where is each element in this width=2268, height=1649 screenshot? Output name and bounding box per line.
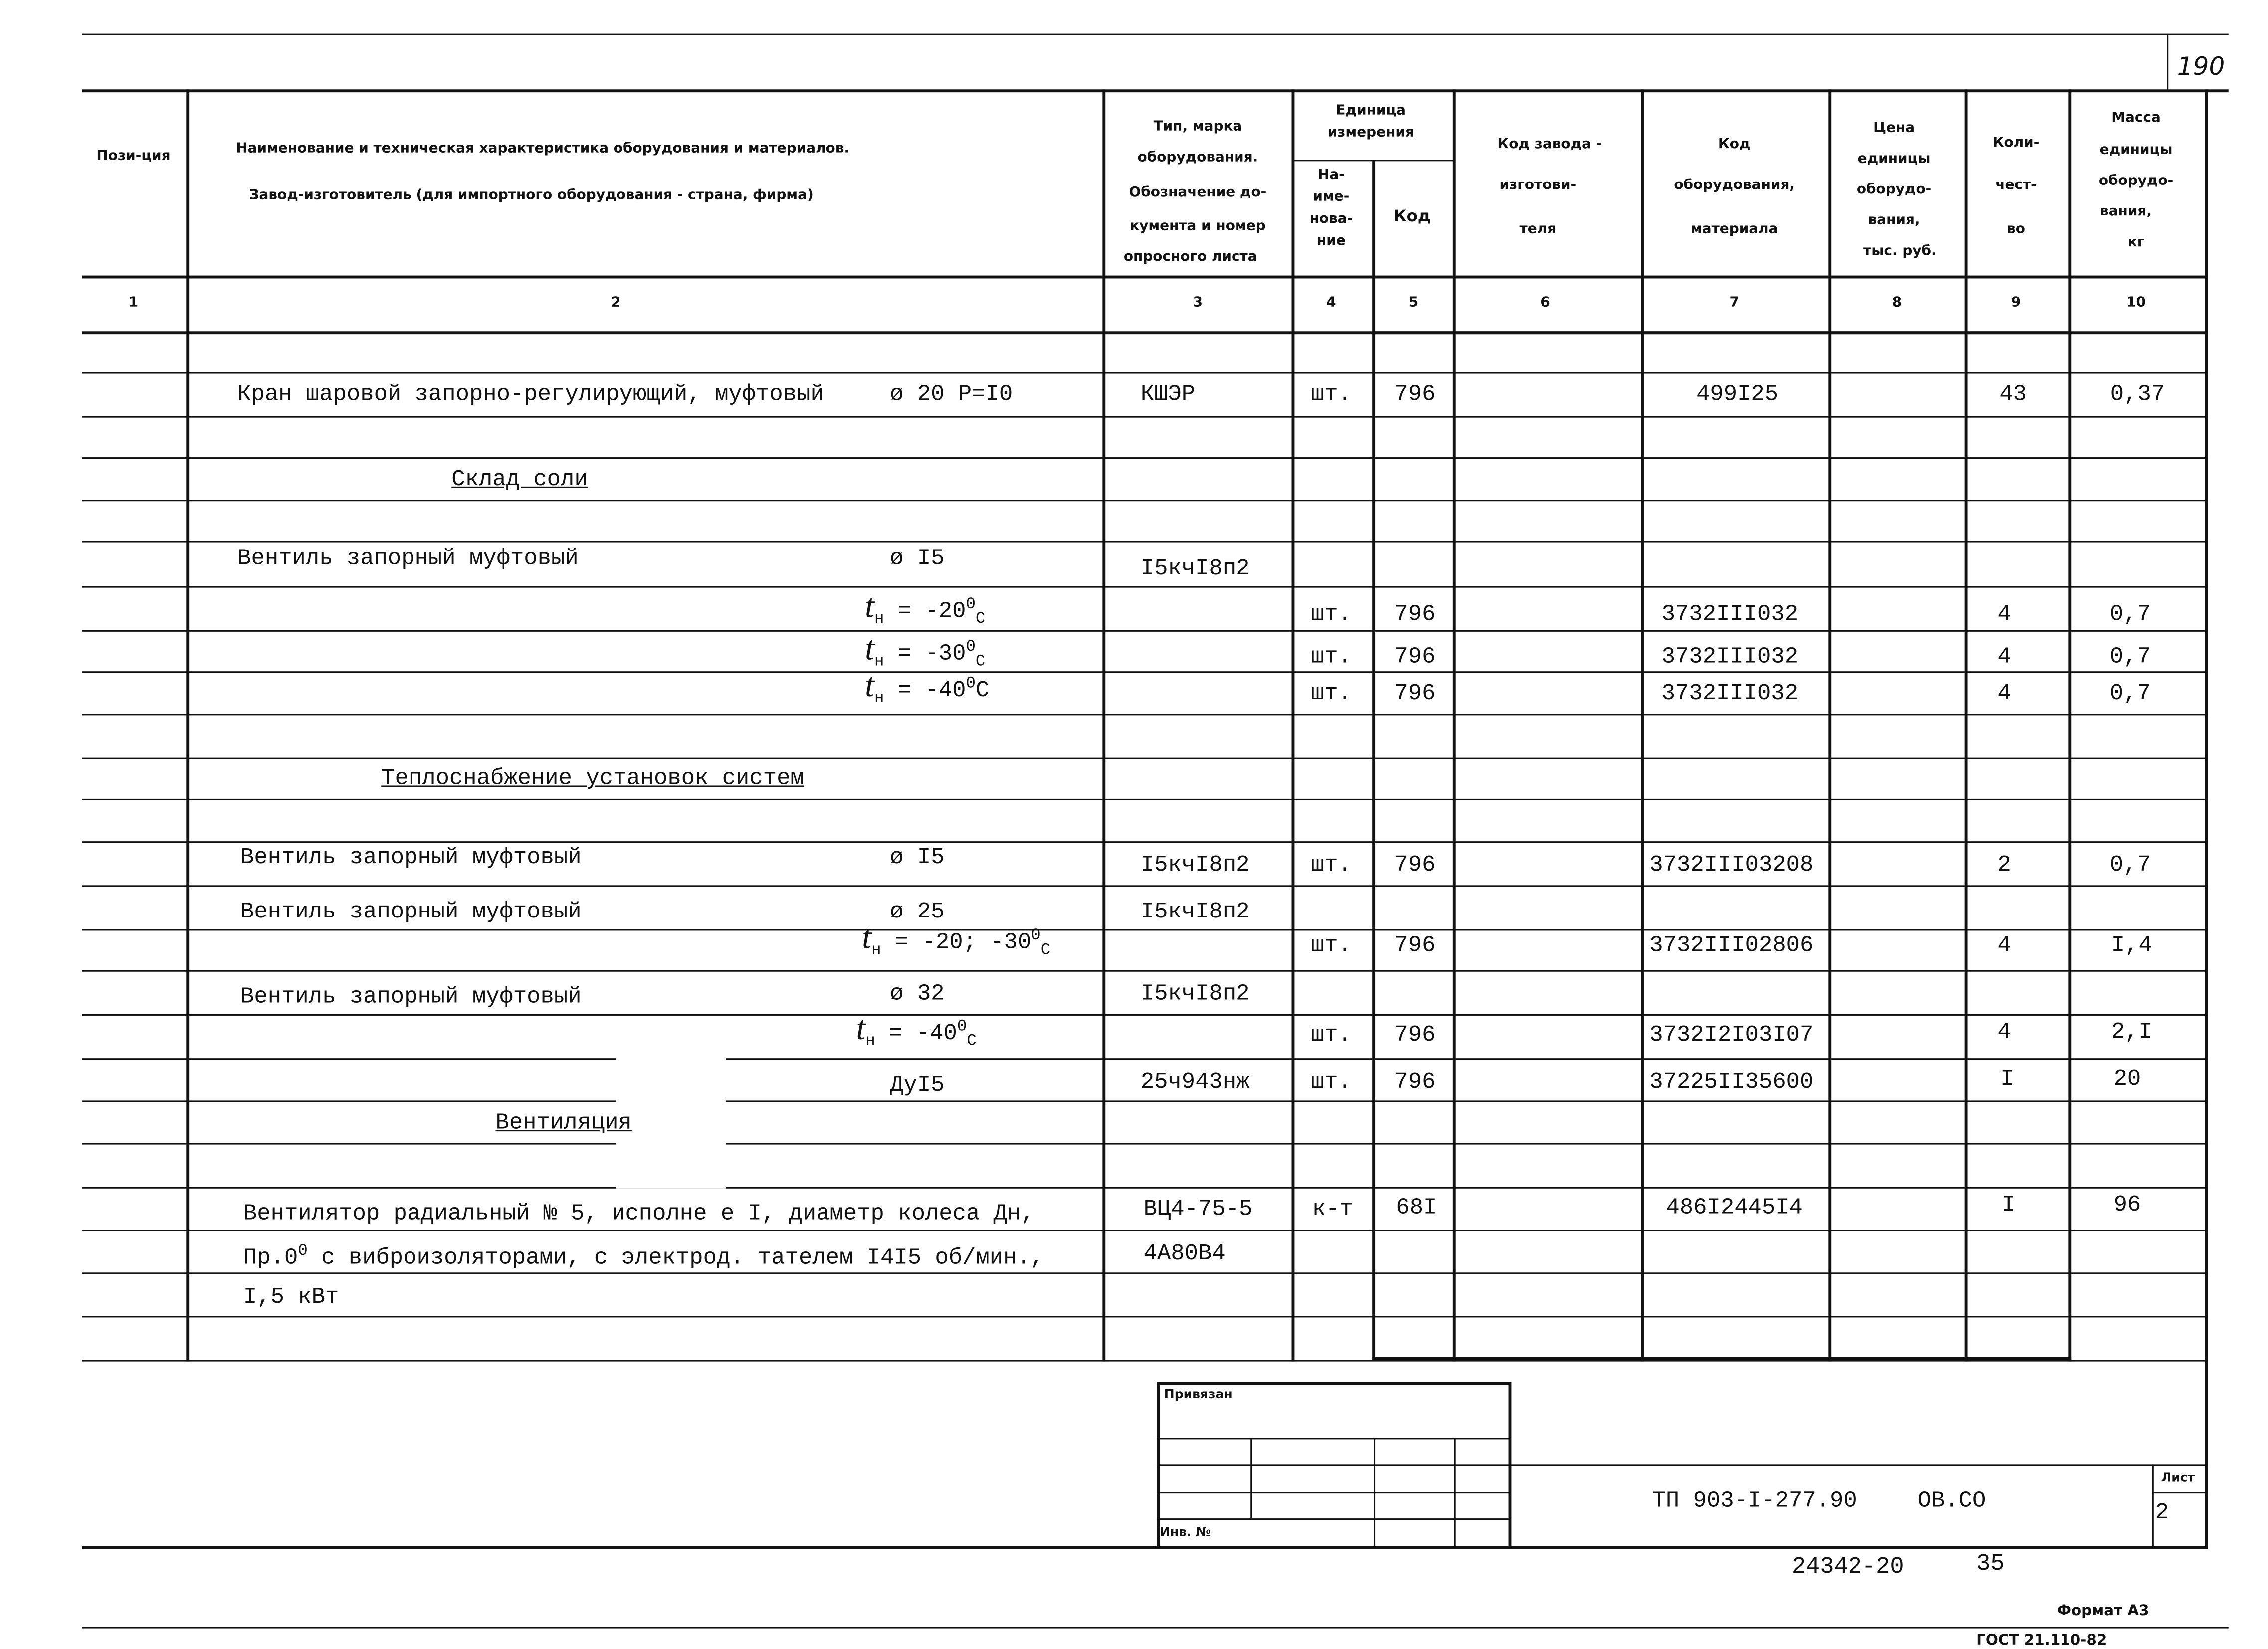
header-col7-l3: материала: [1690, 221, 1778, 238]
doc-code: ТП 903-I-277.90: [1652, 1487, 1857, 1514]
sheet-number-box-line: [2167, 35, 2168, 91]
stamp-bottom-line: [82, 1546, 2208, 1549]
r1-name: Кран шаровой запорно-регулирующий, муфтовый: [237, 381, 824, 408]
r10-mcode: 3732I2I03I07: [1649, 1021, 1814, 1048]
r10-unit: шт.: [1310, 1021, 1352, 1048]
col-line-2: [1102, 89, 1105, 1361]
doc-mark: ОВ.СО: [1917, 1487, 1986, 1514]
r8-temp: $t_н = -20$; $-30^0_C$: [862, 918, 1051, 960]
stamp-inv-label: Инв. №: [1159, 1525, 1211, 1541]
r4-qty: 4: [1997, 643, 2011, 670]
r1-spec: ø 20 P=I0: [890, 381, 1013, 408]
header-col7-l2: оборудования,: [1674, 177, 1795, 193]
r3-code: 796: [1394, 601, 1436, 628]
r5-mass: 0,7: [2109, 680, 2151, 707]
r8-unit: шт.: [1310, 932, 1352, 959]
r3-mcode: 3732III032: [1661, 601, 1799, 628]
r2-spec: ø I5: [890, 545, 945, 572]
col-num-5: 5: [1408, 294, 1419, 311]
col-num-2: 2: [611, 294, 621, 311]
r4-mcode: 3732III032: [1661, 643, 1799, 670]
header-unit-l2: измерения: [1327, 124, 1414, 141]
header-col1: Пози-ция: [96, 148, 171, 165]
r1-type: КШЭР: [1140, 381, 1196, 408]
header-col10-l4: вания,: [2100, 203, 2152, 220]
r6-mass: 0,7: [2109, 851, 2151, 878]
format-label: Формат А3: [2057, 1603, 2149, 1620]
r5-qty: 4: [1997, 680, 2011, 707]
header-col9-l2: чест-: [1995, 177, 2037, 193]
header-col10-l5: кг: [2127, 234, 2145, 251]
col-line-9: [2068, 89, 2071, 1361]
header-col3-l3: Обозначение до-: [1129, 184, 1267, 201]
header-col8-l4: вания,: [1868, 212, 1920, 229]
header-col7-l1: Код: [1718, 136, 1751, 153]
r3-mass: 0,7: [2109, 601, 2151, 628]
col-line-5: [1453, 89, 1456, 1361]
r6-code: 796: [1394, 851, 1436, 878]
r2-name: Вентиль запорный муфтовый: [237, 545, 579, 572]
r13-name: $Пр.0^0$ с виброизоляторами, с электрод. тателем I4I5 об/мин.,: [243, 1243, 1044, 1271]
header-col6-l1: Код завода -: [1497, 136, 1602, 153]
r8-mass: I,4: [2111, 932, 2152, 959]
section-salt-warehouse: Склад соли: [451, 466, 588, 493]
header-col6-l2: изготови-: [1499, 177, 1577, 193]
col-line-3: [1292, 89, 1295, 1361]
r12-type: ВЦ4-75-5: [1143, 1196, 1253, 1223]
r2-type: I5кчI8п2: [1140, 555, 1250, 582]
r11-mass: 20: [2113, 1065, 2141, 1092]
header-col3-l1: Тип, марка: [1153, 119, 1242, 135]
col-num-7: 7: [1729, 294, 1739, 311]
r8-code: 796: [1394, 932, 1436, 959]
header-col8-l2: единицы: [1857, 151, 1931, 168]
r12-code: 68I: [1396, 1194, 1437, 1221]
r5-code: 796: [1394, 680, 1436, 707]
r3-unit: шт.: [1310, 601, 1352, 628]
header-col10-l3: оборудо-: [2098, 173, 2174, 189]
r12-mass: 96: [2113, 1191, 2141, 1218]
r5-temp: $t_н = -40^0C$: [865, 667, 990, 708]
r11-type: 25ч943нж: [1140, 1068, 1250, 1095]
r11-mcode: 37225II35600: [1649, 1068, 1814, 1095]
r5-unit: шт.: [1310, 680, 1352, 707]
r12-qty: I: [2002, 1191, 2016, 1218]
r1-mcode: 499I25: [1696, 381, 1779, 408]
header-bottom-line: [82, 276, 2208, 279]
r6-unit: шт.: [1310, 851, 1352, 878]
archive-number: 24342-20: [1791, 1553, 1904, 1580]
header-col4-l1: На-: [1317, 167, 1345, 183]
r4-unit: шт.: [1310, 643, 1352, 670]
col-num-6: 6: [1540, 294, 1550, 311]
col-num-8: 8: [1892, 294, 1902, 311]
stamp-linked-label: Привязан: [1164, 1388, 1233, 1403]
header-col4-l3: нова-: [1309, 211, 1353, 227]
r4-mass: 0,7: [2109, 643, 2151, 670]
header-col4-l2: име-: [1313, 189, 1350, 205]
r14-name: I,5 кВт: [243, 1283, 339, 1310]
sheet-number: 190: [2177, 52, 2225, 82]
r13-type: 4A80B4: [1143, 1240, 1226, 1267]
r7-name: Вентиль запорный муфтовый: [240, 898, 582, 925]
r8-qty: 4: [1997, 932, 2011, 959]
r6-name: Вентиль запорный муфтовый: [240, 844, 582, 871]
r11-unit: шт.: [1310, 1068, 1352, 1095]
sheet-label: Лист: [2161, 1471, 2195, 1486]
table-bottom-line: [82, 1360, 2208, 1362]
header-col9-l1: Коли-: [1992, 135, 2040, 151]
r11-spec: ДуI5: [890, 1071, 945, 1098]
section-ventilation: Вентиляция: [495, 1109, 632, 1136]
r4-code: 796: [1394, 643, 1436, 670]
r1-qty: 43: [1999, 381, 2027, 408]
col-num-10: 10: [2126, 294, 2146, 311]
section-heat-supply: Теплоснабжение установок систем: [381, 765, 804, 792]
r11-code: 796: [1394, 1068, 1436, 1095]
r6-qty: 2: [1997, 851, 2011, 878]
r1-unit: шт.: [1310, 381, 1352, 408]
stamp-top: [1157, 1382, 1510, 1385]
col-num-3: 3: [1193, 294, 1203, 311]
header-col3-l2: оборудования.: [1137, 149, 1258, 166]
r8-mcode: 3732III02806: [1649, 932, 1814, 959]
col-line-8: [1965, 89, 1968, 1361]
header-col10-l1: Масса: [2111, 110, 2161, 126]
r12-unit: к-т: [1312, 1196, 1353, 1223]
sheet-value: 2: [2155, 1499, 2169, 1526]
header-col8-l1: Цена: [1873, 120, 1915, 137]
right-border-line: [2205, 89, 2208, 1549]
col-num-9: 9: [2011, 294, 2021, 311]
r4-temp: $t_н = -30^0_C$: [865, 630, 986, 672]
r9-name: Вентиль запорный муфтовый: [240, 983, 582, 1010]
r6-spec: ø I5: [890, 844, 945, 871]
gost-label: ГОСТ 21.110-82: [1976, 1633, 2107, 1649]
r6-mcode: 3732III03208: [1649, 851, 1814, 878]
header-col3-l5: опросного листа: [1123, 249, 1257, 266]
header-col8-l3: оборудо-: [1856, 182, 1932, 198]
header-unit-l1: Единица: [1336, 102, 1406, 119]
header-col10-l2: единицы: [2099, 142, 2173, 159]
r1-mass: 0,37: [2110, 381, 2165, 408]
r10-temp: $t_н = -40^0_C$: [856, 1010, 977, 1051]
scan-blank-area: [616, 1050, 726, 1189]
r10-mass: 2,I: [2111, 1018, 2152, 1045]
col-num-4: 4: [1326, 294, 1336, 311]
archive-page: 35: [1976, 1550, 2005, 1577]
col-num-1: 1: [128, 294, 139, 311]
r1-code: 796: [1394, 381, 1436, 408]
r10-code: 796: [1394, 1021, 1436, 1048]
header-col4-l4: ние: [1316, 233, 1346, 249]
r3-qty: 4: [1997, 601, 2011, 628]
header-col3-l4: кумента и номер: [1130, 218, 1266, 235]
r5-mcode: 3732III032: [1661, 680, 1799, 707]
header-col2-line1: Наименование и техническая характеристика оборудования и материалов.: [236, 141, 850, 157]
col-line-6: [1641, 89, 1644, 1361]
r12-name: Вентилятор радиальный № 5, исполне е I, диаметр колеса Дн,: [243, 1200, 1034, 1227]
gost-label-clip: [1976, 1630, 2152, 1649]
header-top-line: [82, 89, 2229, 92]
r3-temp: $t_н = -20^0_C$: [865, 587, 986, 629]
header-col8-l5: тыс. руб.: [1863, 243, 1937, 260]
header-col2-line2: Завод-изготовитель (для импортного оборудования - страна, фирма): [249, 187, 814, 204]
header-col6-l3: теля: [1519, 221, 1557, 238]
page-bottom-line: [82, 1627, 2229, 1629]
top-border-line: [82, 34, 2229, 35]
header-col5: Код: [1393, 206, 1431, 226]
r9-spec: ø 32: [890, 980, 945, 1007]
col-line-7: [1828, 89, 1831, 1361]
r10-qty: 4: [1997, 1018, 2011, 1045]
col-line-1: [186, 89, 189, 1361]
r7-spec: ø 25: [890, 898, 945, 925]
col-line-4: [1372, 160, 1375, 1360]
r9-type: I5кчI8п2: [1140, 980, 1250, 1007]
r7-type: I5кчI8п2: [1140, 898, 1250, 925]
header-col9-l3: во: [2007, 221, 2025, 238]
r6-type: I5кчI8п2: [1140, 851, 1250, 878]
r12-mcode: 486I2445I4: [1666, 1194, 1803, 1221]
r11-qty: I: [2000, 1065, 2014, 1092]
